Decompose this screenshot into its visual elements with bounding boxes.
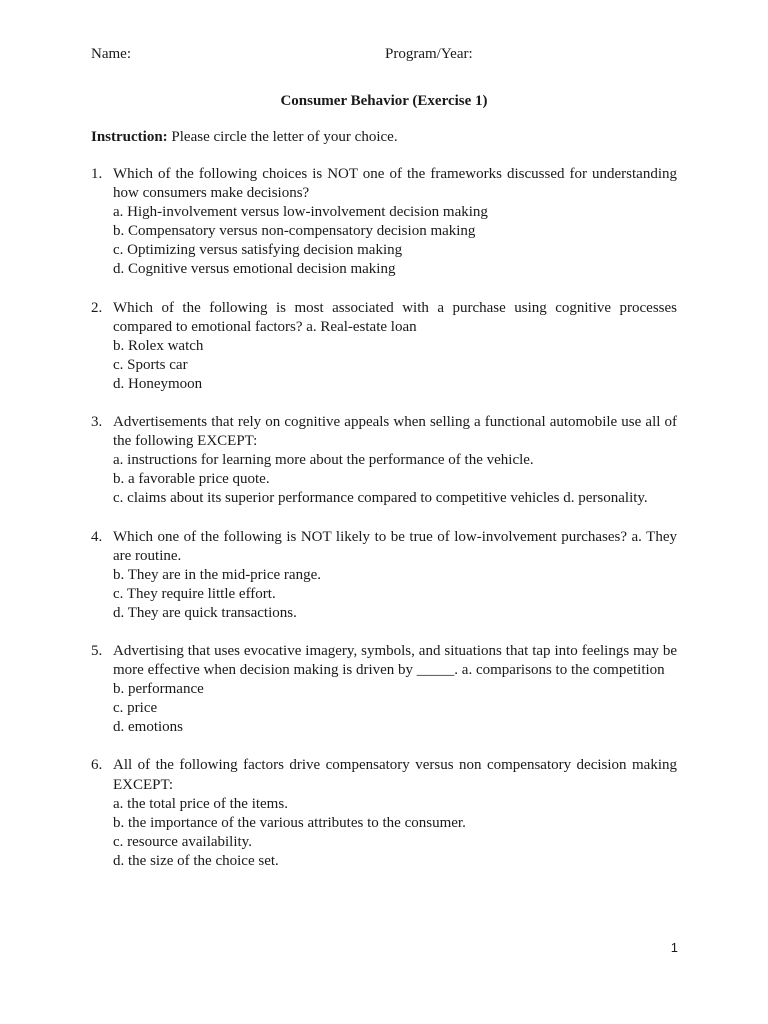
question-body	[113, 642, 677, 737]
answer-option[interactable]: d. Cognitive versus emotional decision making	[113, 261, 396, 278]
header-row	[91, 46, 677, 66]
answer-option[interactable]: d. emotions	[113, 719, 183, 736]
question-number: 6.	[91, 757, 103, 774]
question-body	[113, 413, 677, 508]
answer-option[interactable]: a. the total price of the items.	[113, 795, 288, 812]
question-text: Advertising that uses evocative imagery, symbols, and situations that tap into feelings may be more effective when decision making is driven by _____. a. comparisons to the competition	[113, 642, 677, 679]
question-body	[113, 299, 677, 394]
question-list	[91, 165, 677, 890]
name-label: Name:	[91, 46, 131, 62]
answer-option[interactable]: a. instructions for learning more about the performance of the vehicle.	[113, 452, 534, 469]
question-number: 2.	[91, 299, 103, 316]
answer-option[interactable]: b. performance	[113, 681, 204, 698]
question-item	[91, 299, 677, 394]
answer-option[interactable]: d. the size of the choice set.	[113, 852, 279, 869]
question-text: Which of the following is most associated with a purchase using cognitive processes compared to emotional factors? a. Real-estate loan	[113, 299, 677, 335]
question-item	[91, 756, 677, 871]
question-number: 3.	[91, 414, 103, 431]
question-text: All of the following factors drive compensatory versus non compensatory decision making EXCEPT:	[113, 757, 677, 793]
question-item	[91, 165, 677, 280]
question-item	[91, 528, 677, 623]
answer-option[interactable]: b. Compensatory versus non-compensatory decision making	[113, 223, 476, 240]
answer-option[interactable]: c. resource availability.	[113, 833, 252, 850]
question-item	[91, 642, 677, 737]
question-number: 4.	[91, 528, 103, 545]
question-number: 5.	[91, 642, 103, 659]
answer-option[interactable]: d. They are quick transactions.	[113, 604, 297, 621]
question-body	[113, 165, 677, 280]
question-text: Which of the following choices is NOT one of the frameworks discussed for understanding how consumers make decisions?	[113, 166, 677, 202]
question-text: Advertisements that rely on cognitive appeals when selling a functional automobile use all of the following EXCEPT:	[113, 414, 677, 450]
answer-option[interactable]: c. They require little effort.	[113, 585, 276, 602]
answer-option[interactable]: d. Honeymoon	[113, 375, 203, 392]
question-item	[91, 413, 677, 508]
answer-option[interactable]: c. price	[113, 700, 158, 717]
question-body	[113, 756, 677, 871]
question-number: 1.	[91, 166, 103, 182]
answer-option[interactable]: b. a favorable price quote.	[113, 471, 270, 488]
instruction-text: Please circle the letter of your choice.	[167, 129, 398, 145]
instruction-label: Instruction:	[91, 129, 168, 145]
instruction	[91, 129, 398, 146]
answer-option[interactable]: b. the importance of the various attributes to the consumer.	[113, 814, 466, 831]
answer-option[interactable]: c. Sports car	[113, 356, 188, 373]
program-year-label: Program/Year:	[385, 46, 473, 62]
answer-option[interactable]: a. High-involvement versus low-involvement decision making	[113, 204, 488, 221]
answer-option[interactable]: c. claims about its superior performance compared to competitive vehicles d. personality.	[113, 490, 648, 507]
answer-option[interactable]: b. They are in the mid-price range.	[113, 566, 321, 583]
question-text: Which one of the following is NOT likely to be true of low-involvement purchases? a. They are routine.	[113, 528, 677, 564]
answer-option[interactable]: b. Rolex watch	[113, 337, 204, 354]
answer-option[interactable]: c. Optimizing versus satisfying decision making	[113, 242, 403, 259]
document-title: Consumer Behavior (Exercise 1)	[280, 93, 488, 109]
question-body	[113, 528, 677, 623]
page-number: 1	[670, 940, 678, 955]
